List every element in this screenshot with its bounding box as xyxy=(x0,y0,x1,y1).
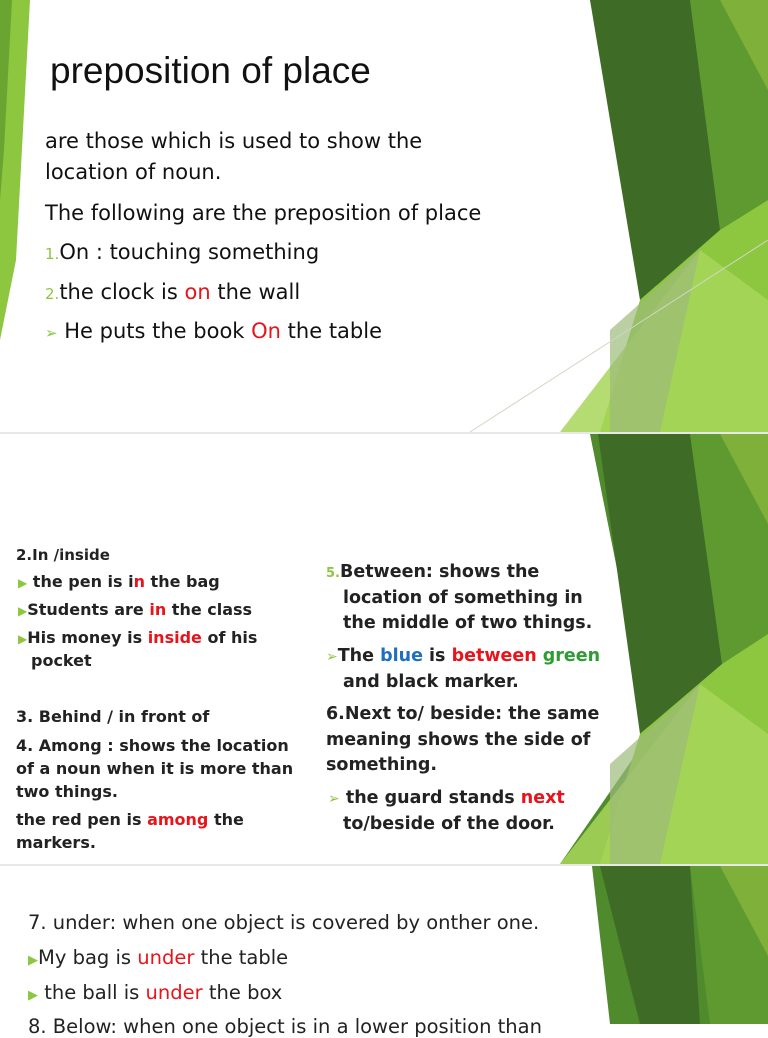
below-definition-cutoff: 8. Below: when one object is in a lower position than xyxy=(28,1015,542,1038)
among-example-cont: markers. xyxy=(16,833,96,852)
highlight-word: inside xyxy=(147,628,202,647)
triangle-bullet-icon: ▶ xyxy=(28,988,38,1003)
list-item-on xyxy=(45,240,319,264)
sentence-text: is xyxy=(422,646,452,666)
next-to-line-1: 6.Next to/ beside: the same xyxy=(326,704,600,724)
list-number: 2. xyxy=(45,285,60,303)
sentence-text: Between: shows the xyxy=(339,562,540,582)
highlight-word: among xyxy=(147,810,209,829)
highlight-word: under xyxy=(137,946,195,969)
heading-behind: 3. Behind / in front of xyxy=(16,707,210,726)
highlight-word: On xyxy=(251,319,281,343)
sentence-text: the red pen is xyxy=(16,810,148,829)
highlight-word: on xyxy=(184,280,211,304)
slide-2 xyxy=(0,434,768,864)
sentence-text: He puts the book xyxy=(64,319,252,343)
highlight-word: next xyxy=(520,788,565,808)
slide-title: preposition of place xyxy=(50,50,371,91)
bullet-students-class xyxy=(18,600,252,619)
sentence-text: Students are xyxy=(27,600,150,619)
arrow-bullet-icon: ➢ xyxy=(328,791,340,807)
triangle-bullet-icon: ▶ xyxy=(18,632,28,646)
sentence-text: His money is xyxy=(27,628,148,647)
bullet-money-pocket xyxy=(18,628,257,647)
list-item-example-book xyxy=(45,319,382,343)
slide-3 xyxy=(0,866,768,1038)
highlight-word: in xyxy=(149,600,167,619)
list-item-text: On : touching something xyxy=(59,240,320,264)
sentence-text: of his xyxy=(201,628,258,647)
next-to-example xyxy=(328,788,565,808)
arrow-bullet-icon: ➢ xyxy=(45,324,58,342)
bullet-money-pocket-cont: pocket xyxy=(31,651,92,670)
sentence-text: My bag is xyxy=(38,946,138,969)
highlight-word: under xyxy=(145,981,203,1004)
intro-line: The following are the preposition of place xyxy=(45,201,482,225)
highlight-blue-word: blue xyxy=(380,646,423,666)
between-line-2: location of something in xyxy=(343,588,583,608)
list-number: 1. xyxy=(45,245,60,263)
under-definition: 7. under: when one object is covered by onther one. xyxy=(28,911,540,934)
list-item-example-clock xyxy=(45,280,300,304)
between-example xyxy=(326,646,600,666)
between-example-cont: and black marker. xyxy=(343,672,519,692)
definition-line-2: location of noun. xyxy=(45,160,222,184)
list-number: 5. xyxy=(326,566,340,581)
between-line-1 xyxy=(326,562,539,582)
highlight-word: n xyxy=(133,572,145,591)
triangle-bullet-icon: ▶ xyxy=(18,604,28,618)
sentence-text: the box xyxy=(202,981,283,1004)
sentence-text: the ball is xyxy=(38,981,146,1004)
bullet-bag-table xyxy=(28,946,288,969)
among-line-3: two things. xyxy=(16,782,118,801)
among-line-1: 4. Among : shows the location xyxy=(16,736,289,755)
among-line-2: of a noun when it is more than xyxy=(16,759,294,778)
sentence-text: the table xyxy=(281,319,383,343)
sentence-text: the table xyxy=(194,946,289,969)
bullet-pen-bag xyxy=(18,572,220,591)
sentence-text: the class xyxy=(166,600,253,619)
arrow-bullet-icon: ➢ xyxy=(326,649,338,665)
next-to-line-3: something. xyxy=(326,755,437,775)
slide-1 xyxy=(0,0,768,432)
heading-in-inside: 2.In /inside xyxy=(16,546,110,564)
bullet-ball-box xyxy=(28,981,282,1004)
triangle-bullet-icon: ▶ xyxy=(18,576,28,590)
sentence-text: the pen is i xyxy=(27,572,134,591)
highlight-green-word: green xyxy=(536,646,601,666)
next-to-example-cont: to/beside of the door. xyxy=(343,814,555,834)
sentence-text: the guard stands xyxy=(339,788,521,808)
sentence-text: the xyxy=(208,810,244,829)
sentence-text: the clock is xyxy=(59,280,185,304)
sentence-text: The xyxy=(337,646,381,666)
triangle-bullet-icon: ▶ xyxy=(28,953,38,968)
sentence-text: the bag xyxy=(144,572,220,591)
definition-line-1: are those which is used to show the xyxy=(45,129,423,153)
between-line-3: the middle of two things. xyxy=(343,613,593,633)
sentence-text: the wall xyxy=(210,280,301,304)
next-to-line-2: meaning shows the side of xyxy=(326,730,591,750)
highlight-word: between xyxy=(451,646,537,666)
among-example xyxy=(16,810,244,829)
